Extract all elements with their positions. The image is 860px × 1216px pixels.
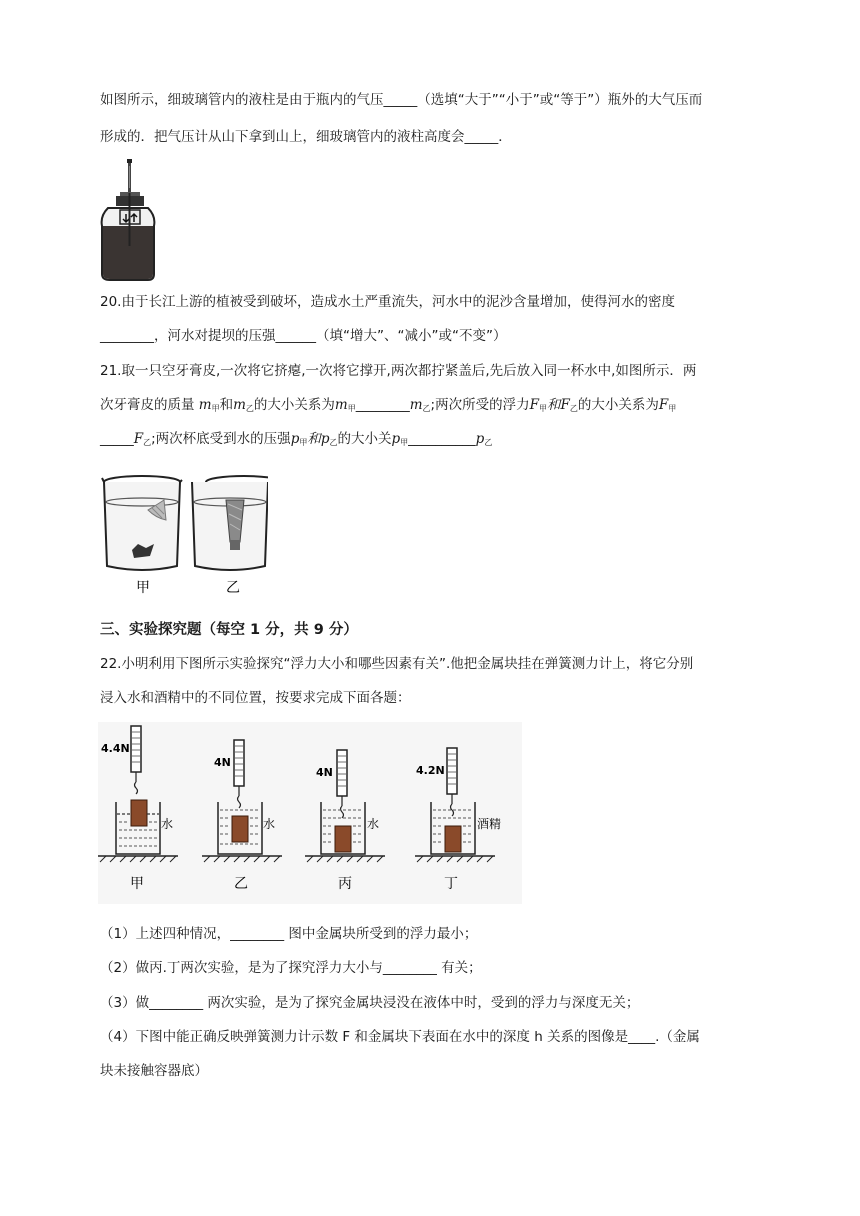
symbol-p: p [391, 431, 401, 447]
cup-right [192, 476, 268, 570]
symbol-F: F [658, 397, 669, 413]
q19-line2: 形成的．把气压计从山下拿到山上，细玻璃管内的液柱高度会_____． [100, 129, 512, 145]
subscript: 甲 [347, 404, 356, 413]
q20-line1: 20.由于长江上游的植被受到破坏，造成水土严重流失，河水中的泥沙含量增加，使得河水的密度 [100, 294, 675, 310]
reading-label: 4N [316, 766, 333, 779]
barometer-figure [96, 156, 156, 282]
reading-label: 4.2N [416, 764, 445, 777]
liquid-label: 水 [367, 817, 380, 831]
q21-line2 [100, 395, 676, 419]
symbol-m: m [233, 397, 246, 413]
text: 的大小关 [337, 431, 392, 447]
subscript: 甲 [538, 404, 547, 413]
symbol-m: m [334, 397, 348, 413]
q22-sub3: （3）做________ 两次实验，是为了探究金属块浸没在液体中时，受到的浮力与深度无关； [100, 995, 640, 1011]
setup-label: 丙 [338, 876, 352, 892]
subscript: 甲 [299, 438, 308, 447]
subscript: 甲 [211, 404, 220, 413]
text: 和 [546, 397, 561, 413]
symbol-F: F [133, 431, 144, 447]
q22-sub1: （1）上述四种情况，________ 图中金属块所受到的浮力最小； [100, 926, 478, 942]
q21-line1: 21.取一只空牙膏皮,一次将它挤瘪,一次将它撑开,两次都拧紧盖后,先后放入同一杯水中,如图所示．两 [100, 363, 697, 379]
blank: __________ [408, 431, 476, 447]
text: ;两次杯底受到水的压强 [151, 431, 291, 447]
text: 和 [219, 397, 234, 413]
cup-label-left: 甲 [136, 580, 150, 596]
liquid-label: 水 [161, 817, 174, 831]
cup-label-right: 乙 [226, 580, 240, 596]
liquid-label: 水 [263, 817, 276, 831]
reading-label: 4.4N [101, 742, 130, 755]
liquid-label: 酒精 [477, 817, 502, 831]
q20-line2: ________，河水对提坝的压强______（填“增大”、“减小”或“不变”） [100, 328, 507, 344]
symbol-p: p [290, 431, 300, 447]
blank: _____ [100, 431, 134, 447]
q22-sub4-line1: （4）下图中能正确反映弹簧测力计示数 F 和金属块下表面在水中的深度 h 关系的图像是____.（金属 [100, 1029, 700, 1045]
subscript: 乙 [569, 404, 578, 413]
setup-label: 甲 [130, 876, 144, 892]
text: 的大小关系为 [577, 397, 659, 413]
subscript: 乙 [245, 404, 254, 413]
text: 次牙膏皮的质量 [100, 397, 199, 413]
symbol-F: F [560, 397, 570, 413]
blank: ________ [355, 397, 410, 413]
q22-sub2: （2）做丙.丁两次实验，是为了探究浮力大小与________ 有关； [100, 960, 482, 976]
section-heading: 三、实验探究题（每空 1 分，共 9 分） [100, 622, 358, 638]
subscript: 乙 [329, 438, 338, 447]
cup-left [102, 476, 182, 570]
text: 和 [307, 431, 321, 447]
symbol-m: m [198, 397, 212, 413]
q19-line1: 如图所示，细玻璃管内的液柱是由于瓶内的气压_____（选填“大于”“小于”或“等于”）瓶外的大气压而 [100, 92, 703, 108]
text: ;两次所受的浮力 [430, 397, 530, 413]
q21-line3 [100, 429, 492, 453]
text: 的大小关系为 [253, 397, 335, 413]
setup-label: 乙 [234, 876, 248, 892]
toothpaste-cups-figure [98, 470, 268, 600]
setup-label: 丁 [444, 876, 458, 892]
symbol-p: p [320, 431, 330, 447]
symbol-p: p [475, 431, 485, 447]
q22-line1: 22.小明利用下图所示实验探究“浮力大小和哪些因素有关”.他把金属块挂在弹簧测力计上，将它分别 [100, 656, 694, 672]
subscript: 乙 [143, 438, 152, 447]
symbol-m: m [409, 397, 423, 413]
q22-sub4-line2: 块未接触容器底） [100, 1063, 208, 1079]
buoyancy-experiment-figure [98, 722, 522, 904]
reading-label: 4N [214, 756, 231, 769]
symbol-F: F [529, 397, 539, 413]
q22-line2: 浸入水和酒精中的不同位置，按要求完成下面各题： [100, 690, 411, 706]
subscript: 乙 [422, 404, 431, 413]
subscript: 乙 [484, 438, 493, 447]
subscript: 甲 [400, 438, 409, 447]
subscript: 甲 [668, 404, 677, 413]
